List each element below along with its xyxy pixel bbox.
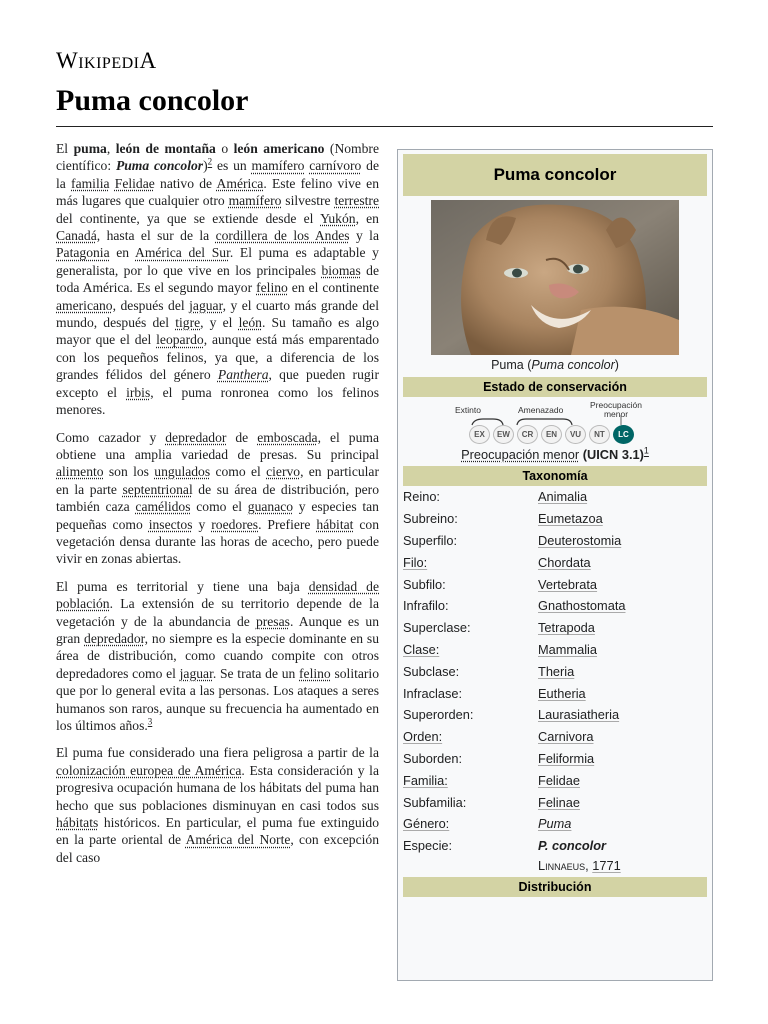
taxonomy-key-text[interactable]: Filo:: [403, 554, 428, 570]
taxonomy-row: [403, 551, 707, 573]
link-habitat[interactable]: hábitat: [316, 516, 354, 532]
taxonomy-value[interactable]: [538, 707, 707, 722]
taxonomy-link[interactable]: Eutheria: [538, 685, 586, 701]
taxonomy-key-text[interactable]: Orden:: [403, 729, 443, 745]
puma-photo[interactable]: [431, 200, 679, 355]
taxonomy-key: [403, 511, 538, 526]
link-americano[interactable]: americano: [56, 297, 113, 313]
link-1771[interactable]: 1771: [592, 858, 621, 874]
taxonomy-key-text: Subfilo:: [403, 576, 446, 592]
taxonomy-row: [403, 682, 707, 704]
taxonomy-link[interactable]: Gnathostomata: [538, 598, 626, 614]
label-least-concern: Preocupación menor: [590, 400, 642, 419]
status-lc[interactable]: LC: [613, 425, 634, 444]
taxonomy-value[interactable]: [538, 489, 707, 504]
link-biomas[interactable]: biomas: [321, 262, 361, 278]
taxonomy-link[interactable]: Deuterostomia: [538, 532, 622, 548]
taxonomy-key: [403, 707, 538, 722]
link-colonizacion[interactable]: colonización europea de América: [56, 762, 242, 778]
taxonomy-key: [403, 664, 538, 679]
taxonomy-key-text: Reino:: [403, 489, 440, 505]
taxonomy-value[interactable]: [538, 533, 707, 548]
status-en[interactable]: EN: [541, 425, 562, 444]
taxonomy-value[interactable]: [538, 664, 707, 679]
taxonomy-link[interactable]: Felinae: [538, 794, 580, 810]
link-ciervo[interactable]: ciervo: [266, 464, 301, 480]
taxonomy-row: [403, 704, 707, 726]
taxonomy-link[interactable]: Puma: [538, 816, 572, 832]
taxonomy-key[interactable]: [403, 816, 538, 831]
taxonomy-value[interactable]: [538, 686, 707, 701]
taxonomy-value[interactable]: [538, 577, 707, 592]
link-mamifero[interactable]: mamífero: [228, 193, 282, 209]
infobox: [397, 149, 713, 981]
paragraph-intro: El puma, león de montaña o león americano (Nombre científico: Puma concolor)$^2$ es un mamífero carnívoro de la familia Felidae nativo de América. Este felino vive en más lugares que cualquier otro mamífero silvestre terrestre del continente, ya que se extiende desde el Yukón, en Canadá, hasta el sur de la cordillera de los Andes y la Patagonia en América del Sur. El puma es adaptable y generalista, por lo que vive en los principales biomas de toda América. Es el segundo mayor felino en el continente americano, después del jaguar, y el cuarto más grande del mundo, después del tigre, y el león. Su tamaño es algo mayor que el del leopardo, aunque está más emparentado con los pequeños felinos, ya que, a diferencia de los grandes félidos del género Panthera, que pueden rugir excepto el irbis, el puma ronronea como los felinos menores.: [56, 141, 380, 418]
link-jaguar[interactable]: jaguar: [189, 297, 223, 313]
taxonomy-key: [403, 489, 538, 504]
link-panthera[interactable]: Panthera: [217, 367, 269, 383]
title-divider: [56, 126, 713, 127]
reference-link[interactable]: 3: [147, 716, 153, 727]
taxonomy-link[interactable]: Vertebrata: [538, 576, 598, 592]
taxonomy-header: Taxonomía: [403, 466, 707, 486]
link-felino[interactable]: felino: [256, 280, 288, 296]
taxonomy-key: [403, 751, 538, 766]
reference-link[interactable]: 2: [207, 156, 213, 167]
taxonomy-link[interactable]: Laurasiatheria: [538, 707, 620, 723]
taxonomy-key-text[interactable]: Clase:: [403, 641, 440, 657]
link-depredador[interactable]: depredador: [165, 429, 227, 445]
taxonomy-value[interactable]: [538, 729, 707, 744]
taxonomy-row: [403, 726, 707, 748]
image-caption: Puma (Puma concolor): [491, 358, 619, 372]
status-nt[interactable]: NT: [589, 425, 610, 444]
link-jaguar[interactable]: jaguar: [179, 665, 213, 681]
taxonomy-row: [403, 791, 707, 813]
species-author: Linnaeus: [538, 858, 586, 874]
taxonomy-key: [403, 686, 538, 701]
taxonomy-key-text: Subreino:: [403, 511, 458, 527]
bold-term: león americano: [233, 141, 325, 156]
link-patagonia[interactable]: Patagonia: [56, 245, 110, 261]
label-extinct: Extinto: [455, 405, 481, 415]
paragraph-territory: El puma es territorial y tiene una baja densidad de población. La extensión de su territorio depende de la vegetación y de la abundancia de presas. Aunque es un gran depredador, no siempre es la especie dominante en su área de distribución, como cuando compite con otros depredadores como el jaguar. Se trata de un felino solitario que por lo general evita a las personas. Los ataques a seres humanos son raros, aunque su frecuencia ha aumentado en los últimos años.$^3$: [56, 578, 380, 733]
taxonomy-key-text: Superfilo:: [403, 532, 458, 548]
taxonomy-row: [403, 573, 707, 595]
taxonomy-link[interactable]: Theria: [538, 663, 575, 679]
taxonomy-link[interactable]: Chordata: [538, 554, 591, 570]
taxonomy-value[interactable]: [538, 773, 707, 788]
taxonomy-link[interactable]: Felidae: [538, 772, 580, 788]
link-leon[interactable]: león: [238, 315, 262, 331]
conservation-scale[interactable]: [403, 397, 707, 447]
taxonomy-key-text: Subclase:: [403, 663, 460, 679]
link-camelidos[interactable]: camélidos: [135, 499, 191, 515]
link-presas[interactable]: presas: [255, 613, 290, 629]
taxonomy-link[interactable]: Mammalia: [538, 641, 598, 657]
link-felino[interactable]: felino: [299, 665, 331, 681]
link-terrestre[interactable]: terrestre: [334, 193, 379, 209]
taxonomy-row: [403, 617, 707, 639]
link-insectos[interactable]: insectos: [148, 516, 193, 532]
taxonomy-key[interactable]: [403, 729, 538, 744]
taxonomy-value[interactable]: [538, 555, 707, 570]
status-ew[interactable]: EW: [493, 425, 514, 444]
link-cordillera-andes[interactable]: cordillera de los Andes: [215, 228, 350, 244]
taxonomy-row: [403, 530, 707, 552]
taxonomy-key: [403, 795, 538, 810]
taxonomy-key: [403, 577, 538, 592]
infobox-title: Puma concolor: [403, 154, 707, 196]
scientific-name: Puma concolor: [115, 158, 204, 174]
taxonomy-key-text: Subfamilia:: [403, 794, 467, 810]
taxonomy-table: [403, 486, 707, 835]
link-guanaco[interactable]: guanaco: [247, 499, 294, 515]
link-america-sur[interactable]: América del Sur: [135, 245, 230, 261]
taxonomy-link[interactable]: Feliformia: [538, 750, 595, 766]
wikipedia-logo[interactable]: WikipediA: [56, 48, 157, 73]
taxonomy-key-text: Suborden:: [403, 750, 463, 766]
taxonomy-key: Especie:: [403, 838, 453, 854]
taxonomy-row: [403, 660, 707, 682]
link-depredador[interactable]: depredador: [84, 630, 145, 646]
link-leopardo[interactable]: leopardo: [156, 332, 204, 348]
taxonomy-row: [403, 748, 707, 770]
label-threatened: Amenazado: [518, 405, 564, 415]
taxonomy-key-text[interactable]: Familia:: [403, 772, 448, 788]
taxonomy-row: [403, 486, 707, 508]
link-preocupacion-menor[interactable]: Preocupación menor: [461, 447, 580, 462]
taxonomy-link[interactable]: Tetrapoda: [538, 620, 595, 636]
link-irbis[interactable]: irbis: [126, 384, 151, 400]
taxonomy-link[interactable]: Animalia: [538, 489, 588, 505]
page-title: Puma concolor: [56, 84, 249, 117]
taxonomy-key: [403, 620, 538, 635]
link-densidad-poblacion[interactable]: densidad de población: [56, 578, 379, 612]
link-yukon[interactable]: Yukón: [320, 210, 356, 226]
status-cr[interactable]: CR: [517, 425, 538, 444]
taxonomy-value[interactable]: [538, 620, 707, 635]
link-canada[interactable]: Canadá: [56, 228, 97, 244]
bold-term: león de montaña: [115, 141, 216, 156]
taxonomy-link[interactable]: Eumetazoa: [538, 511, 603, 527]
taxonomy-value[interactable]: [538, 598, 707, 613]
article-body: [56, 140, 379, 876]
taxonomy-value[interactable]: [538, 511, 707, 526]
link-septentrional[interactable]: septentrional: [122, 481, 193, 497]
link-felidae[interactable]: Felidae: [114, 175, 155, 191]
taxonomy-key[interactable]: [403, 642, 538, 657]
link-habitats[interactable]: hábitats: [56, 815, 99, 831]
reference-3: [148, 716, 153, 726]
distribution-header: Distribución: [403, 877, 707, 897]
taxonomy-key-text: Superclase:: [403, 620, 471, 636]
taxonomy-value[interactable]: [538, 816, 707, 831]
taxonomy-row: [403, 813, 707, 835]
taxonomy-key[interactable]: [403, 773, 538, 788]
taxonomy-link[interactable]: Carnivora: [538, 729, 594, 745]
taxonomy-key: [403, 598, 538, 613]
link-alimento[interactable]: alimento: [56, 464, 104, 480]
taxonomy-key[interactable]: [403, 555, 538, 570]
link-ungulados[interactable]: ungulados: [154, 464, 211, 480]
link-mamifero[interactable]: mamífero: [251, 158, 305, 174]
taxonomy-row: [403, 508, 707, 530]
status-ex[interactable]: EX: [469, 425, 490, 444]
conservation-header: Estado de conservación: [403, 377, 707, 397]
taxonomy-value[interactable]: [538, 642, 707, 657]
conservation-status: Preocupación menor (UICN 3.1)$^1$: [461, 445, 649, 462]
paragraph-history: El puma fue considerado una fiera peligrosa a partir de la colonización europea de América. Esta consideración y la progresiva ocupación humana de los hábitats del puma han hecho que sus poblaciones disminuyan en casi todos sus hábitats históricos. En particular, el puma fue extinguido en la parte oriental de América del Norte, con excepción del caso: [56, 745, 379, 865]
taxonomy-value: P. concolor: [538, 838, 607, 854]
taxonomy-row: [403, 769, 707, 791]
link-familia[interactable]: familia: [71, 175, 110, 191]
taxonomy-key-text[interactable]: Género:: [403, 816, 450, 832]
taxonomy-row: [403, 639, 707, 661]
link-america-norte[interactable]: América del Norte: [185, 832, 291, 848]
taxonomy-value[interactable]: [538, 795, 707, 810]
taxonomy-row: [403, 595, 707, 617]
paragraph-diet: Como cazador y depredador de emboscada, el puma obtiene una amplia variedad de presas. Su principal alimento son los ungulados como el ciervo, en particular en la parte septentrional de su área de distribución, pero también caza camélidos como el guanaco y especies tan pequeñas como insectos y roedores. Prefiere hábitat con vegetación densa durante las horas de acecho, pero puede vivir en zonas abiertas.: [56, 429, 380, 567]
link-america[interactable]: América: [216, 175, 264, 191]
link-roedores[interactable]: roedores: [211, 516, 259, 532]
link-carnivoro[interactable]: carnívoro: [309, 158, 362, 174]
link-tigre[interactable]: tigre: [175, 315, 201, 331]
reference-link[interactable]: 1: [643, 445, 649, 456]
taxonomy-value[interactable]: [538, 751, 707, 766]
taxonomy-key-text: Infraclase:: [403, 685, 463, 701]
taxonomy-row: [403, 835, 707, 857]
species-block: [403, 835, 707, 875]
puma-photo-graphic: [431, 200, 679, 355]
taxonomy-key-text: Infrafilo:: [403, 598, 449, 614]
link-emboscada[interactable]: emboscada: [257, 429, 318, 445]
species-authority: Linnaeus, 1771: [538, 858, 621, 874]
status-vu[interactable]: VU: [565, 425, 586, 444]
taxonomy-key: [403, 533, 538, 548]
taxonomy-key-text: Superorden:: [403, 707, 474, 723]
bold-term: puma: [73, 141, 107, 156]
